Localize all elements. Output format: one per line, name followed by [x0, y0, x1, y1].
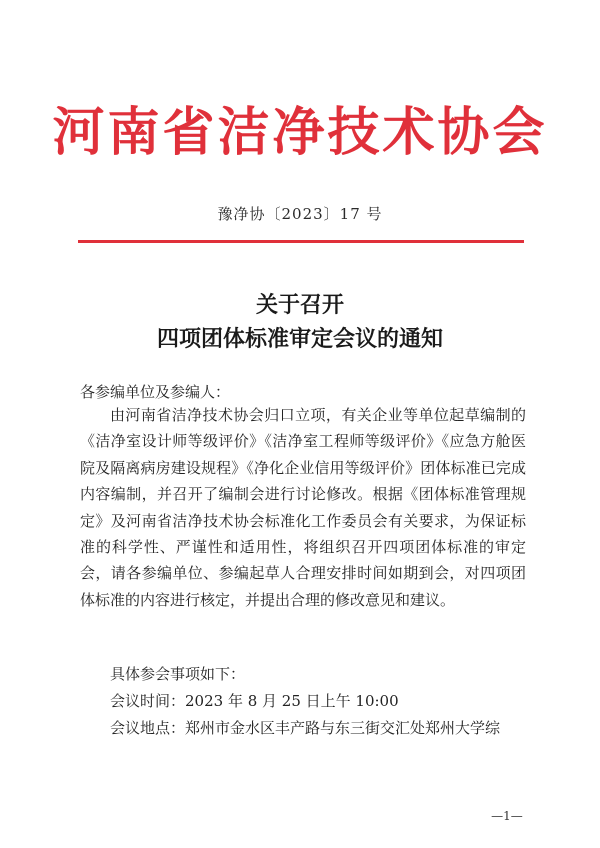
organization-name-header: 河南省洁净技术协会 [52, 102, 548, 163]
meeting-time: 会议时间：2023 年 8 月 25 日上午 10:00 [110, 692, 399, 710]
meeting-place: 会议地点：郑州市金水区丰产路与东三街交汇处郑州大学综 [110, 719, 501, 737]
red-divider-line [78, 240, 524, 243]
notice-title-line-2: 四项团体标准审定会议的通知 [156, 326, 443, 352]
items-intro: 具体参会事项如下： [110, 665, 246, 683]
body-paragraph: 由河南省洁净技术协会归口立项，有关企业等单位起草编制的《洁净室设计师等级评价》《洁净室工程师等级评价》《应急方舱医院及隔离病房建设规程》《净化企业信用等级评价》团体标准已完成内容编制，并召开了编制会进行讨论修改。根据《团体标准管理规定》及河南省洁净技术协会标准化工作委员会有关要求，为保证标准的科学性、严谨性和适用性，将组织召开四项团体标准的审定会，请各参编单位、参编起草人合理安排时间如期到会，对四项团体标准的内容进行核定，并提出合理的修改意见和建议。 [80, 406, 526, 609]
page-number: —1— [491, 809, 523, 823]
notice-title [0, 288, 600, 356]
notice-title-line-1: 关于召开 [255, 292, 344, 318]
salutation: 各参编单位及参编人： [80, 383, 231, 401]
document-number: 豫净协〔2023〕17 号 [217, 205, 383, 223]
